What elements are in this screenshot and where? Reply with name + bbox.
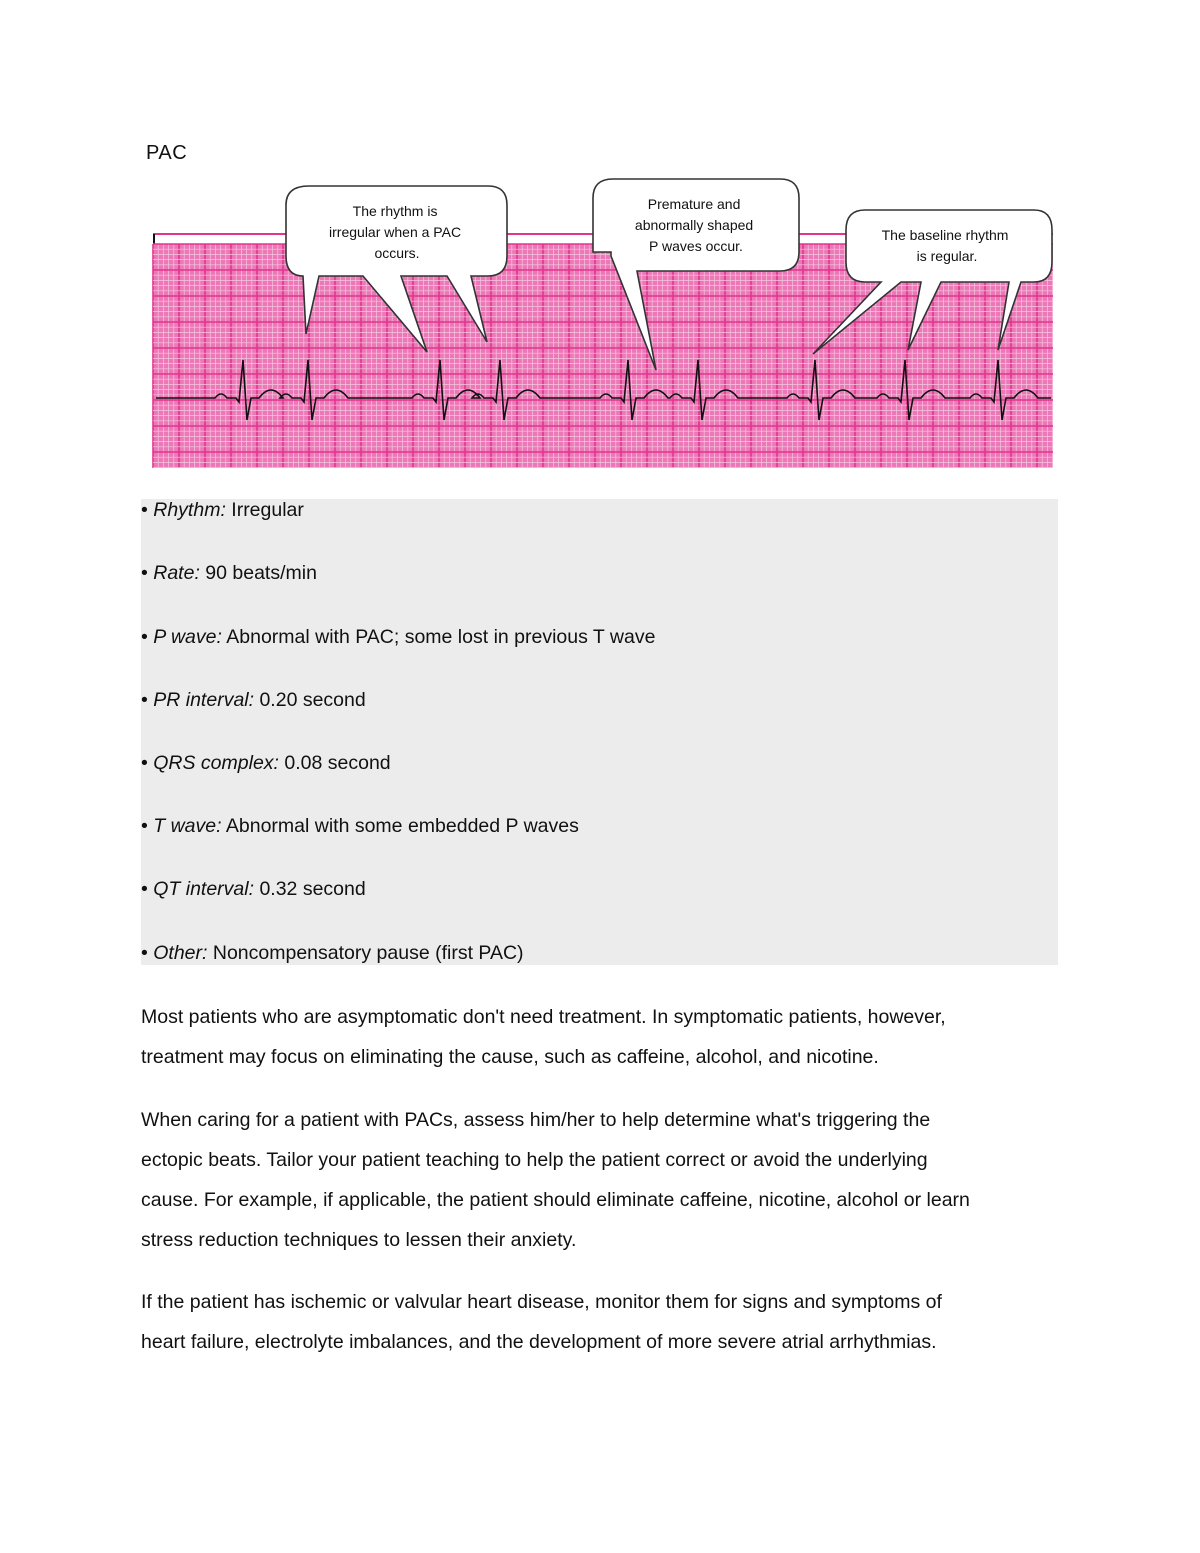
spec-other: • Other: Noncompensatory pause (first PAC) xyxy=(141,942,524,964)
spec-value: Noncompensatory pause (first PAC) xyxy=(207,942,524,964)
spec-p-wave: • P wave: Abnormal with PAC; some lost in previous T wave xyxy=(141,626,656,648)
callout-1-line-3: occurs. xyxy=(374,245,420,261)
spec-rhythm: • Rhythm: Irregular xyxy=(141,499,304,521)
spec-value: Irregular xyxy=(225,499,304,521)
spec-value: 0.32 second xyxy=(254,878,366,900)
rhythm-specs-list xyxy=(141,499,1058,965)
callout-1-line-2: irregular when a PAC xyxy=(329,224,462,240)
callout-3-line-2: is regular. xyxy=(916,248,978,264)
spec-value: Abnormal with some embedded P waves xyxy=(221,815,579,837)
spec-label: Rate xyxy=(153,562,195,584)
spec-value: Abnormal with PAC; some lost in previous T wave xyxy=(221,626,656,648)
callout-2-line-3: P waves occur. xyxy=(649,238,743,254)
spec-label: PR interval xyxy=(153,689,249,711)
callout-2-line-2: abnormally shaped xyxy=(634,217,754,233)
spec-value: 0.20 second xyxy=(254,689,366,711)
page-title: PAC xyxy=(146,142,188,164)
svg-text:Premature and abnorm xyxy=(635,196,757,254)
ecg-strip-image xyxy=(141,172,1058,472)
spec-label: T wave xyxy=(153,815,217,837)
spec-value: 90 beats/min xyxy=(199,562,317,584)
paragraph-heart-disease: If the patient has ischemic or valvular heart disease, monitor them for signs and symptoms of heart failure, electrolyte imbalances, and the development of more severe atrial arrhythmias. xyxy=(141,1291,942,1353)
callout-1-line-1: The rhythm is xyxy=(352,203,438,219)
paragraph-treatment: Most patients who are asymptomatic don't need treatment. In symptomatic patients, however, treatment may focus on eliminating the cause, such as caffeine, alcohol, and nicotine. xyxy=(141,1006,946,1068)
spec-value: 0.08 second xyxy=(278,752,391,774)
callout-3-line-1: The baseline rhythm xyxy=(881,227,1009,243)
spec-t-wave: • T wave: Abnormal with some embedded P waves xyxy=(141,815,579,837)
spec-pr-interval: • PR interval: 0.20 second xyxy=(141,689,366,711)
spec-label: QT interval xyxy=(153,878,249,900)
spec-label: Rhythm xyxy=(153,499,221,521)
paragraph-patient-care: When caring for a patient with PACs, assess him/her to help determine what's triggering the ectopic beats. Tailor your patient teaching to help the patient correct or avoid the underlying cause. For example, if applicable, the patient should eliminate caffeine, nicotine, alcohol or learn stress reduction techniques to lessen their anxiety. xyxy=(141,1109,970,1251)
spec-qt-interval: • QT interval: 0.32 second xyxy=(141,878,366,900)
spec-rate: • Rate: 90 beats/min xyxy=(141,562,317,584)
spec-label: QRS complex xyxy=(153,752,274,774)
spec-qrs-complex: • QRS complex: 0.08 second xyxy=(141,752,391,774)
spec-label: Other xyxy=(153,942,203,964)
spec-label: P wave xyxy=(153,626,217,648)
callout-2-line-1: Premature and xyxy=(647,196,741,212)
ecg-figure xyxy=(141,172,1058,472)
